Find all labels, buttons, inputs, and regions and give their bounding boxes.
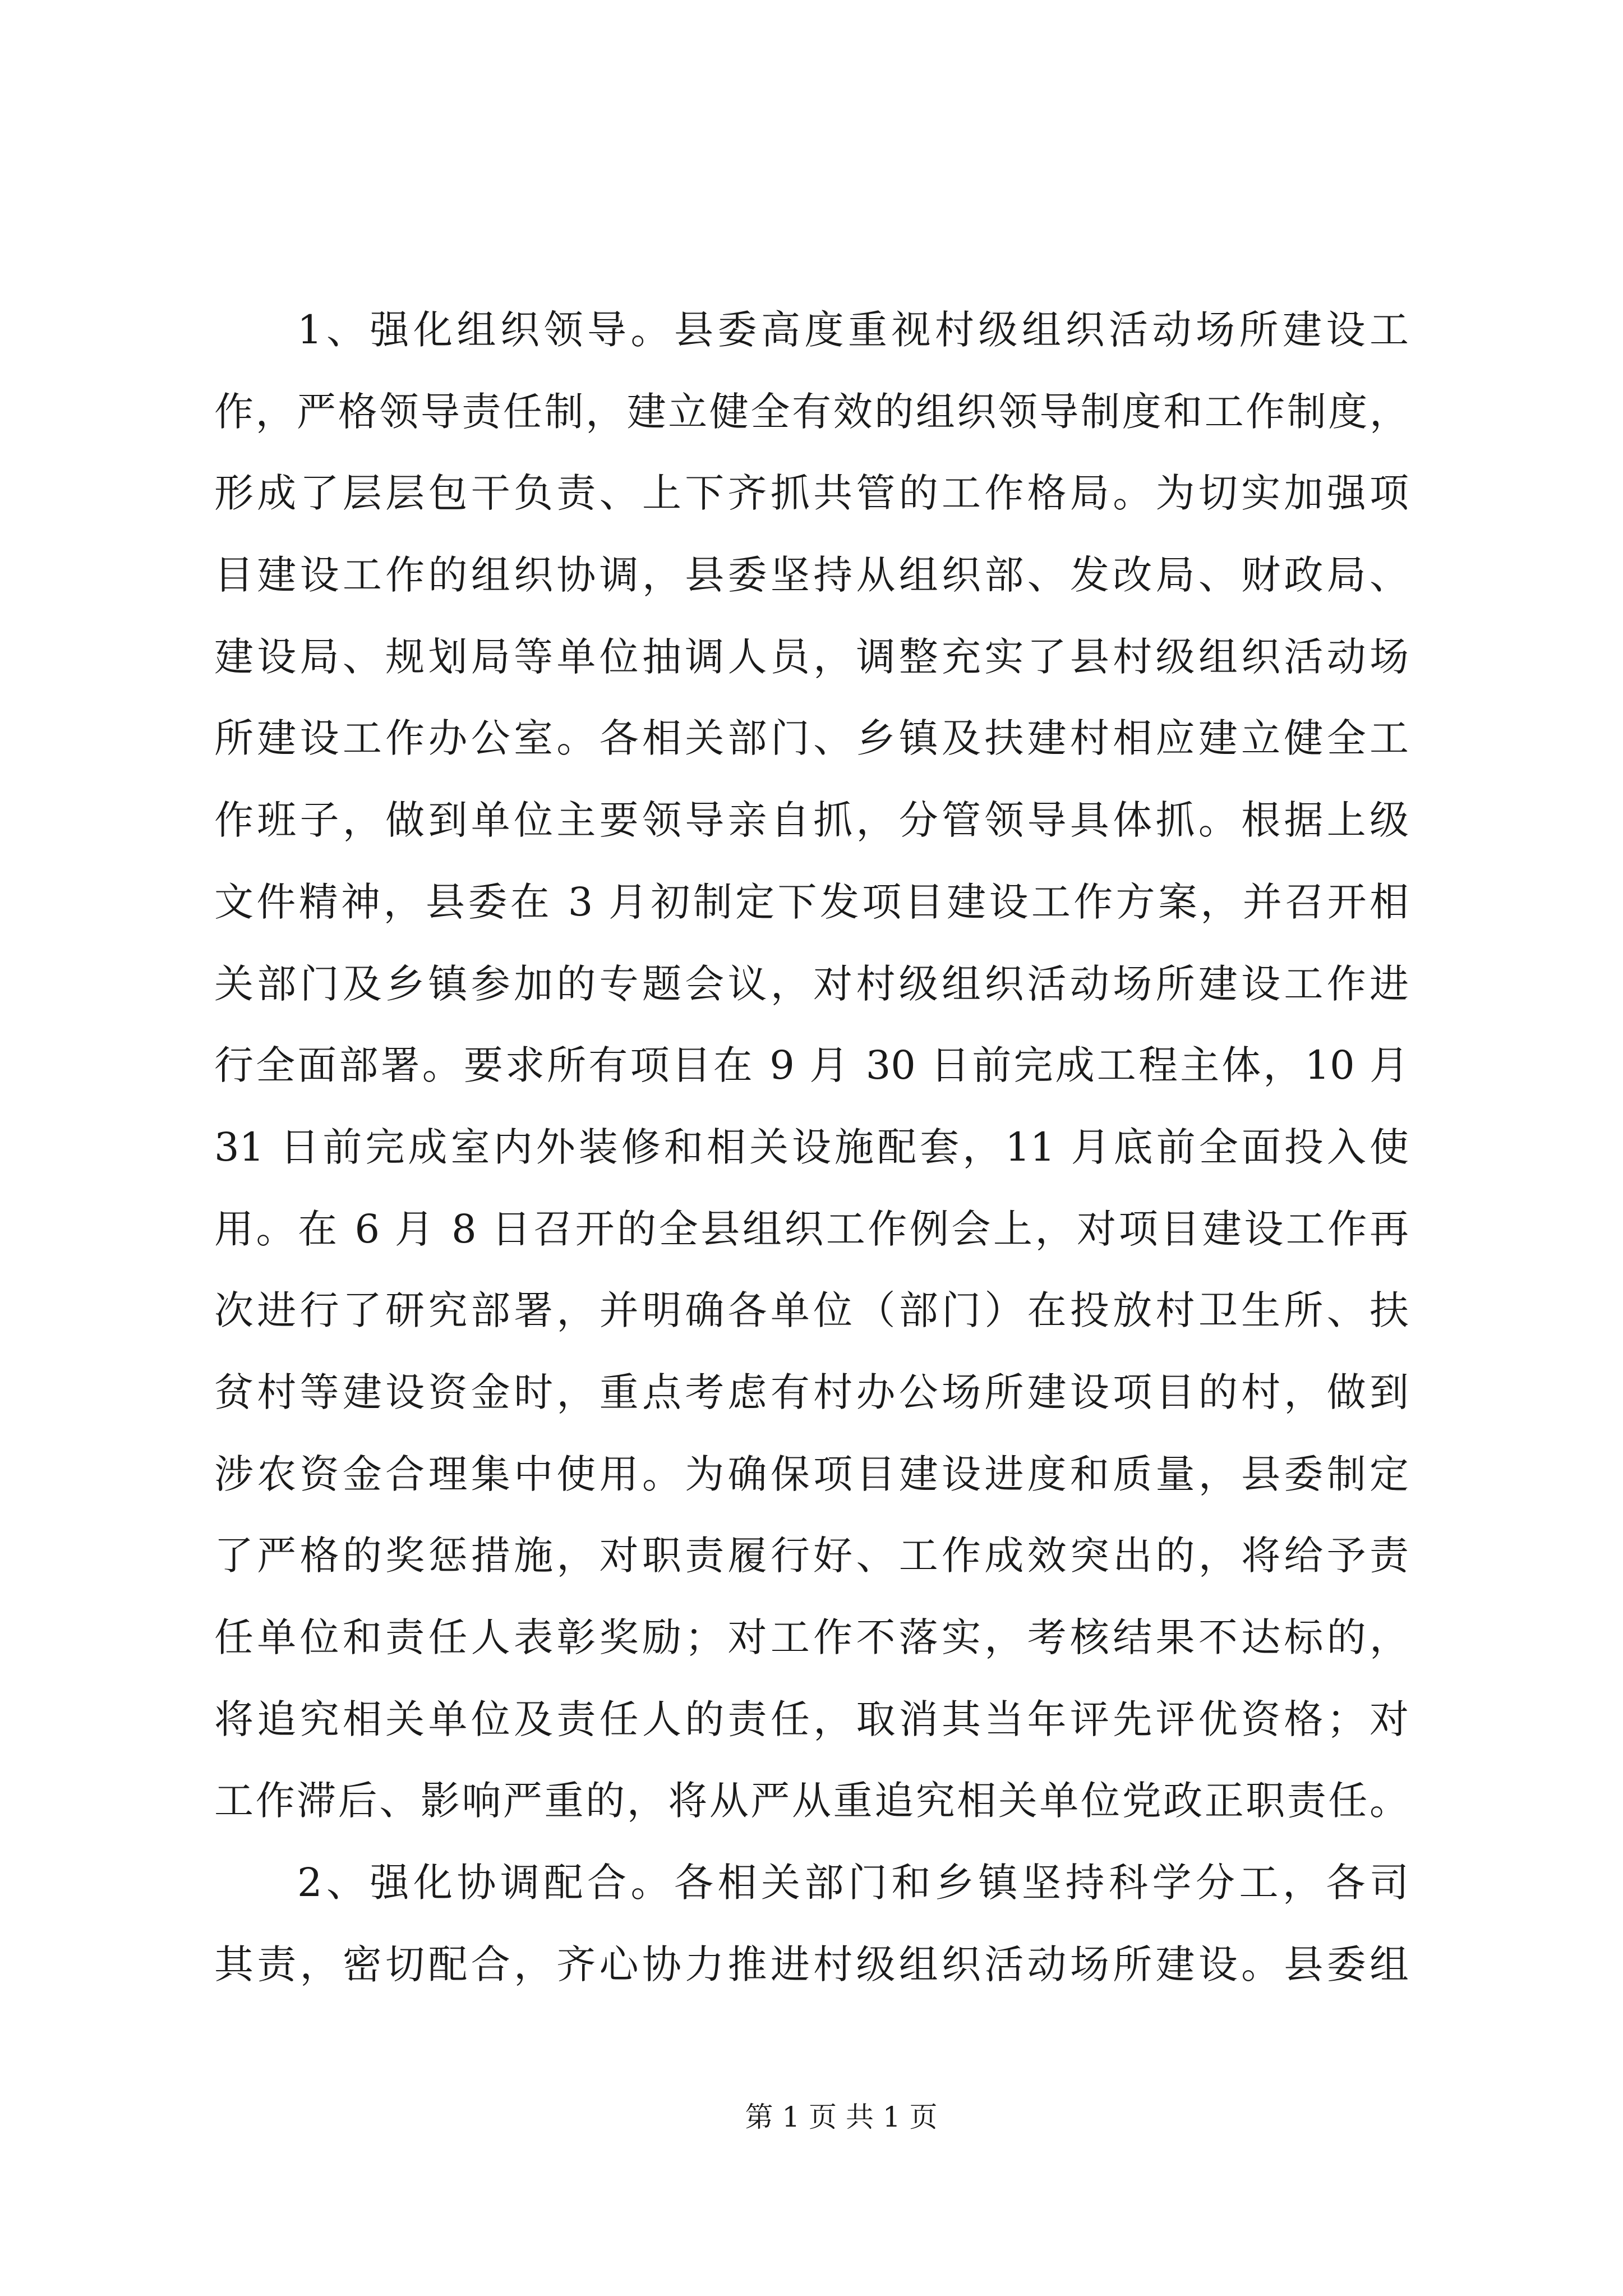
text-line: 贫村等建设资金时，重点考虑有村办公场所建设项目的村，做到	[214, 1369, 1409, 1415]
paragraph-2	[214, 1842, 1409, 2005]
text-line: 工作滞后、影响严重的，将从严从重追究相关单位党政正职责任。	[214, 1778, 1409, 1824]
text-line: 用。在 6 月 8 日召开的全县组织工作例会上，对项目建设工作再	[214, 1205, 1409, 1252]
text-line: 31 日前完成室内外装修和相关设施配套，11 月底前全面投入使	[214, 1124, 1409, 1170]
text-line: 其责，密切配合，齐心协力推进村级组织活动场所建设。县委组	[214, 1941, 1409, 1987]
text-line: 将追究相关单位及责任人的责任，取消其当年评先评优资格；对	[214, 1696, 1409, 1742]
paragraph-1	[214, 289, 1409, 1842]
document-body	[214, 289, 1409, 2005]
text-line: 任单位和责任人表彰奖励；对工作不落实，考核结果不达标的，	[214, 1614, 1409, 1660]
text-line: 行全面部署。要求所有项目在 9 月 30 日前完成工程主体，10 月	[214, 1042, 1409, 1089]
text-line: 2、强化协调配合。各相关部门和乡镇坚持科学分工，各司	[297, 1860, 1409, 1906]
text-line: 作，严格领导责任制，建立健全有效的组织领导制度和工作制度，	[214, 388, 1409, 435]
text-line: 作班子，做到单位主要领导亲自抓，分管领导具体抓。根据上级	[214, 797, 1409, 844]
text-line: 目建设工作的组织协调，县委坚持从组织部、发改局、财政局、	[214, 552, 1409, 599]
text-line: 1、强化组织领导。县委高度重视村级组织活动场所建设工	[297, 307, 1409, 353]
text-line: 文件精神，县委在 3 月初制定下发项目建设工作方案，并召开相	[214, 878, 1409, 925]
text-line: 涉农资金合理集中使用。为确保项目建设进度和质量，县委制定	[214, 1451, 1409, 1497]
text-line: 所建设工作办公室。各相关部门、乡镇及扶建村相应建立健全工	[214, 715, 1409, 762]
page-footer: 第 1 页 共 1 页	[745, 2101, 938, 2133]
text-line: 次进行了研究部署，并明确各单位（部门）在投放村卫生所、扶	[214, 1287, 1409, 1334]
text-line: 关部门及乡镇参加的专题会议，对村级组织活动场所建设工作进	[214, 960, 1409, 1007]
text-line: 了严格的奖惩措施，对职责履行好、工作成效突出的，将给予责	[214, 1533, 1409, 1579]
text-line: 建设局、规划局等单位抽调人员，调整充实了县村级组织活动场	[214, 633, 1409, 680]
text-line: 形成了层层包干负责、上下齐抓共管的工作格局。为切实加强项	[214, 470, 1409, 517]
